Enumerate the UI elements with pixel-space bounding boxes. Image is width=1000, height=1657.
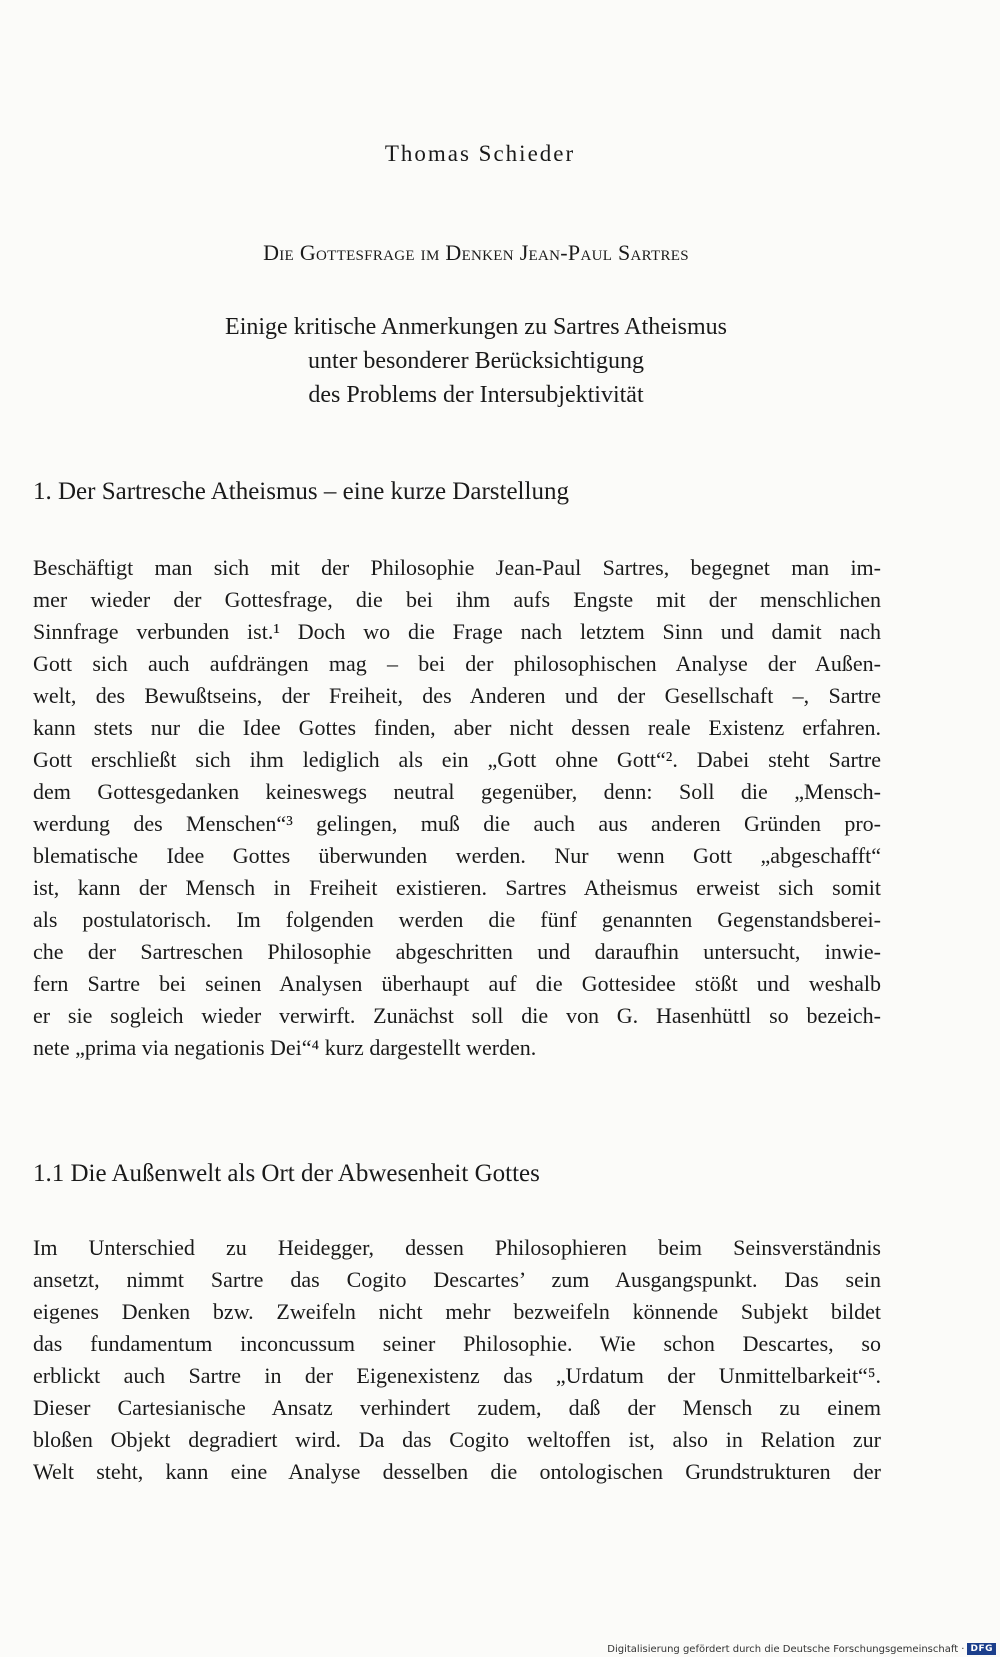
subtitle-line: unter besonderer Berücksichtigung	[308, 348, 644, 374]
text-line: Dieser Cartesianische Ansatz verhindert zudem, daß der Mensch zu einem	[33, 1395, 881, 1420]
digitization-footer	[607, 1643, 996, 1655]
text-line: Gott sich auch aufdrängen mag – bei der philosophischen Analyse der Außen-	[33, 651, 881, 676]
text-line: Im Unterschied zu Heidegger, dessen Philosophieren beim Seinsverständnis	[33, 1235, 881, 1260]
text-line: eigenes Denken bzw. Zweifeln nicht mehr bezweifeln könnende Subjekt bildet	[33, 1299, 881, 1324]
subtitle	[0, 310, 952, 412]
body-paragraph	[33, 1232, 881, 1488]
text-line: ansetzt, nimmt Sartre das Cogito Descartes’ zum Ausgangspunkt. Das sein	[33, 1267, 881, 1292]
text-line: erblickt auch Sartre in der Eigenexistenz das „Urdatum der Unmittelbarkeit“⁵.	[33, 1363, 881, 1388]
subtitle-line: Einige kritische Anmerkungen zu Sartres Atheismus	[225, 314, 727, 340]
text-line: kann stets nur die Idee Gottes finden, aber nicht dessen reale Existenz erfahren.	[33, 715, 881, 740]
text-line: das fundamentum inconcussum seiner Philosophie. Wie schon Descartes, so	[33, 1331, 881, 1356]
text-line: ist, kann der Mensch in Freiheit existieren. Sartres Atheismus erweist sich somit	[33, 875, 881, 900]
text-line: fern Sartre bei seinen Analysen überhaupt auf die Gottesidee stößt und weshalb	[33, 971, 881, 996]
page-title: Die Gottesfrage im Denken Jean-Paul Sartres	[263, 240, 689, 265]
text-line: mer wieder der Gottesfrage, die bei ihm aufs Engste mit der menschlichen	[33, 587, 881, 612]
footer-text: Digitalisierung gefördert durch die Deutsche Forschungsgemeinschaft ·	[607, 1643, 965, 1655]
text-line: werdung des Menschen“³ gelingen, muß die auch aus anderen Gründen pro-	[33, 811, 881, 836]
text-line: blematische Idee Gottes überwunden werden. Nur wenn Gott „abgeschafft“	[33, 843, 881, 868]
text-line: er sie sogleich wieder verwirft. Zunächst soll die von G. Hasenhüttl so bezeich-	[33, 1003, 881, 1028]
text-line: Sinnfrage verbunden ist.¹ Doch wo die Frage nach letztem Sinn und damit nach	[33, 619, 881, 644]
text-line: bloßen Objekt degradiert wird. Da das Cogito weltoffen ist, also in Relation zur	[33, 1427, 881, 1452]
text-line: als postulatorisch. Im folgenden werden die fünf genannten Gegenstandsberei-	[33, 907, 881, 932]
text-line: dem Gottesgedanken keineswegs neutral gegenüber, denn: Soll die „Mensch-	[33, 779, 881, 804]
subtitle-line: des Problems der Intersubjektivität	[308, 382, 644, 408]
author-name: Thomas Schieder	[384, 141, 576, 166]
text-line: welt, des Bewußtseins, der Freiheit, des Anderen und der Gesellschaft –, Sartre	[33, 683, 881, 708]
text-line: Gott erschließt sich ihm lediglich als ein „Gott ohne Gott“². Dabei steht Sartre	[33, 747, 881, 772]
text-line: nete „prima via negationis Dei“⁴ kurz dargestellt werden.	[33, 1035, 537, 1060]
section-heading: 1. Der Sartresche Atheismus – eine kurze Darstellung	[33, 478, 569, 505]
text-line: Welt steht, kann eine Analyse desselben die ontologischen Grundstrukturen der	[33, 1459, 881, 1484]
text-line: che der Sartreschen Philosophie abgeschritten und daraufhin untersucht, inwie-	[33, 939, 881, 964]
text-line: Beschäftigt man sich mit der Philosophie Jean-Paul Sartres, begegnet man im-	[33, 555, 881, 580]
body-paragraph	[33, 552, 881, 1064]
subsection-heading: 1.1 Die Außenwelt als Ort der Abwesenheit Gottes	[33, 1160, 540, 1187]
dfg-logo-icon: DFG	[967, 1643, 996, 1655]
